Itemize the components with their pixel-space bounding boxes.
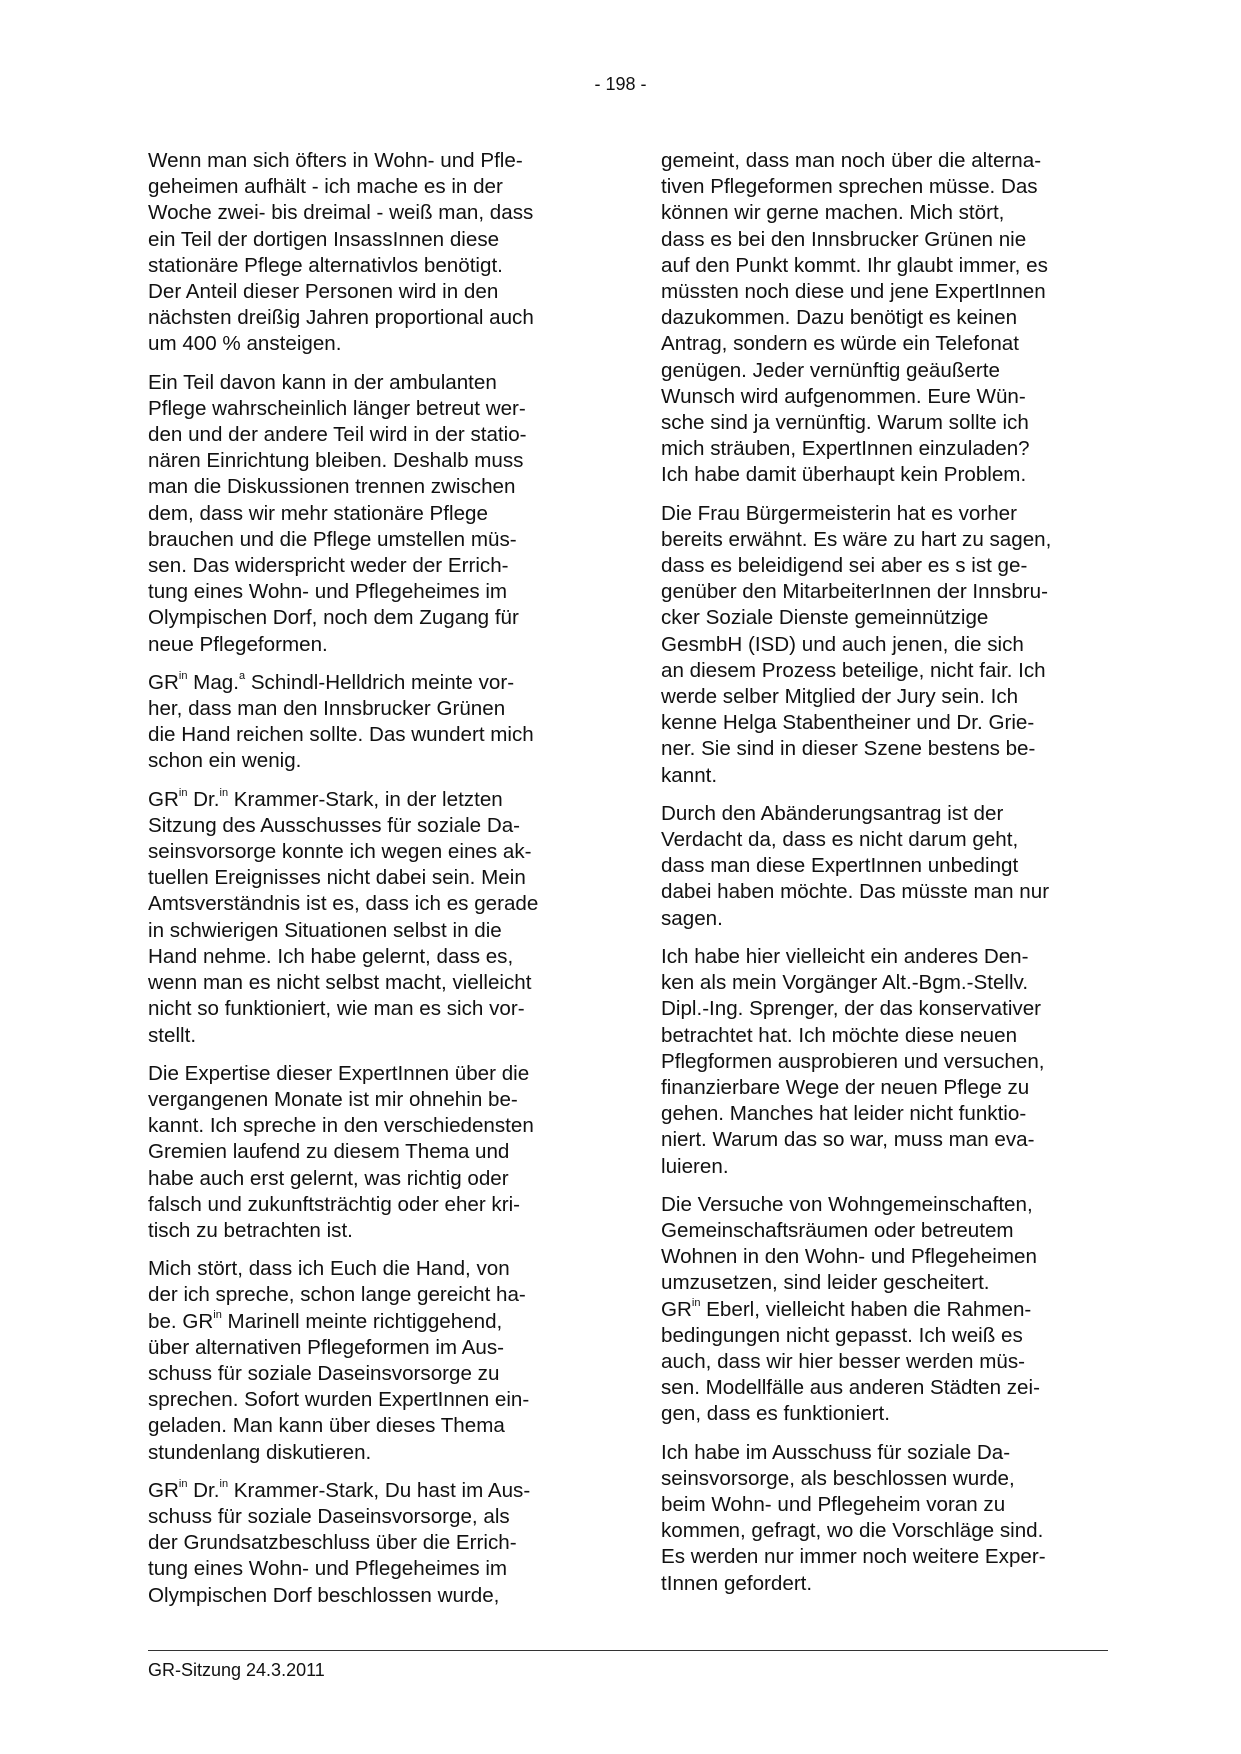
text-line: Die Expertise dieser ExpertInnen über die: [148, 1061, 530, 1085]
text-line: Amtsverständnis ist es, dass ich es gerade: [148, 892, 539, 916]
text-line: schuss für soziale Daseinsvorsorge zu: [148, 1361, 500, 1385]
paragraph: [661, 148, 1099, 489]
text-line: um 400 % ansteigen.: [148, 332, 342, 356]
text-line: Ich habe hier vielleicht ein anderes Den-: [661, 944, 1029, 968]
text-line: GesmbH (ISD) und auch jenen, die sich: [661, 632, 1024, 656]
text-line: kenne Helga Stabentheiner und Dr. Grie-: [661, 711, 1035, 735]
text-line: mich sträuben, ExpertInnen einzuladen?: [661, 437, 1030, 461]
text-line: Ein Teil davon kann in der ambulanten: [148, 370, 497, 394]
text-line: stationäre Pflege alternativlos benötigt.: [148, 253, 503, 277]
text-line: Die Versuche von Wohngemeinschaften,: [661, 1192, 1033, 1216]
text-line: beim Wohn- und Pflegeheim voran zu: [661, 1492, 1006, 1516]
text-line: be. $GR^{in}$ Marinell meinte richtiggehend,: [148, 1308, 503, 1333]
text-line: umzusetzen, sind leider gescheitert.: [661, 1271, 990, 1295]
text-line: bedingungen nicht gepasst. Ich weiß es: [661, 1323, 1023, 1347]
text-line: Dipl.-Ing. Sprenger, der das konservativer: [661, 997, 1042, 1021]
text-line: kannt. Ich spreche in den verschiedensten: [148, 1114, 534, 1138]
text-line: Wunsch wird aufgenommen. Eure Wün-: [661, 384, 1026, 408]
right-column: [661, 148, 1099, 1609]
text-line: $GR^{in}$ Mag.$^a$ Schindl-Helldrich meinte vor-: [148, 670, 515, 694]
paragraph: [148, 1061, 586, 1244]
text-line: schuss für soziale Daseinsvorsorge, als: [148, 1504, 510, 1528]
text-line: nächsten dreißig Jahren proportional auch: [148, 306, 534, 330]
text-line: müssten noch diese und jene ExpertInnen: [661, 280, 1046, 304]
text-line: werde selber Mitglied der Jury sein. Ich: [661, 685, 1019, 709]
text-line: dass man diese ExpertInnen unbedingt: [661, 854, 1019, 878]
text-line: sen. Modellfälle aus anderen Städten zei-: [661, 1376, 1040, 1400]
text-line: $GR^{in}$ Dr.$^{in}$ Krammer-Stark, Du hast im Aus-: [148, 1477, 531, 1502]
text-line: seinsvorsorge konnte ich wegen eines ak-: [148, 840, 532, 864]
text-line: gen, dass es funktioniert.: [661, 1402, 890, 1426]
text-line: Die Frau Bürgermeisterin hat es vorher: [661, 501, 1017, 525]
text-line: geladen. Man kann über dieses Thema: [148, 1414, 505, 1438]
text-line: seinsvorsorge, als beschlossen wurde,: [661, 1466, 1015, 1490]
text-line: betrachtet hat. Ich möchte diese neuen: [661, 1023, 1018, 1047]
text-line: ken als mein Vorgänger Alt.-Bgm.-Stellv.: [661, 971, 1029, 995]
text-line: $GR^{in}$ Dr.$^{in}$ Krammer-Stark, in der letzten: [148, 786, 503, 811]
text-line: Gemeinschaftsräumen oder betreutem: [661, 1218, 1014, 1242]
text-line: sen. Das widerspricht weder der Errich-: [148, 554, 509, 578]
text-line: dass es bei den Innsbrucker Grünen nie: [661, 227, 1027, 251]
text-line: Ich habe damit überhaupt kein Problem.: [661, 463, 1027, 487]
text-line: Pflegformen ausprobieren und versuchen,: [661, 1049, 1045, 1073]
page-number: - 198 -: [594, 74, 647, 94]
text-line: dabei haben möchte. Das müsste man nur: [661, 880, 1050, 904]
text-line: Verdacht da, dass es nicht darum geht,: [661, 828, 1019, 852]
paragraph: [148, 370, 586, 658]
text-line: geheimen aufhält - ich mache es in der: [148, 175, 503, 199]
text-line: dazukommen. Dazu benötigt es keinen: [661, 306, 1018, 330]
text-line: gemeint, dass man noch über die alterna-: [661, 149, 1042, 172]
text-line: ein Teil der dortigen InsassInnen diese: [148, 227, 500, 251]
text-line: ner. Sie sind in dieser Szene bestens be-: [661, 737, 1036, 761]
text-line: habe auch erst gelernt, was richtig oder: [148, 1166, 509, 1190]
text-line: der Grundsatzbeschluss über die Errich-: [148, 1531, 517, 1555]
paragraph: [661, 801, 1099, 932]
text-line: $GR^{in}$ Eberl, vielleicht haben die Rahmen-: [661, 1296, 1032, 1321]
text-line: Woche zwei- bis dreimal - weiß man, dass: [148, 201, 534, 225]
paragraph: [148, 148, 586, 358]
text-line: bereits erwähnt. Es wäre zu hart zu sagen,: [661, 527, 1052, 551]
paragraph: [148, 787, 586, 1049]
text-line: brauchen und die Pflege umstellen müs-: [148, 527, 517, 551]
text-line: Es werden nur immer noch weitere Exper-: [661, 1545, 1046, 1569]
text-line: niert. Warum das so war, muss man eva-: [661, 1128, 1035, 1152]
text-line: tung eines Wohn- und Pflegeheimes im: [148, 580, 508, 604]
text-line: Mich stört, dass ich Euch die Hand, von: [148, 1257, 510, 1281]
text-line: vergangenen Monate ist mir ohnehin be-: [148, 1087, 518, 1111]
text-line: cker Soziale Dienste gemeinnützige: [661, 606, 989, 630]
text-line: Olympischen Dorf beschlossen wurde,: [148, 1583, 500, 1607]
text-line: finanzierbare Wege der neuen Pflege zu: [661, 1075, 1030, 1099]
text-line: her, dass man den Innsbrucker Grünen: [148, 697, 506, 721]
text-line: auf den Punkt kommt. Ihr glaubt immer, es: [661, 253, 1048, 277]
text-line: der ich spreche, schon lange gereicht ha-: [148, 1283, 526, 1307]
text-line: den und der andere Teil wird in der statio-: [148, 423, 527, 447]
text-line: stellt.: [148, 1023, 197, 1047]
paragraph: [148, 1256, 586, 1466]
text-line: sprechen. Sofort wurden ExpertInnen ein-: [148, 1388, 530, 1412]
text-line: tung eines Wohn- und Pflegeheimes im: [148, 1557, 508, 1581]
footer-divider: [148, 1650, 1108, 1651]
text-line: stundenlang diskutieren.: [148, 1440, 372, 1464]
text-line: kannt.: [661, 763, 718, 787]
text-line: Wohnen in den Wohn- und Pflegeheimen: [661, 1245, 1037, 1269]
paragraph: [148, 1478, 586, 1609]
paragraph: [661, 1440, 1099, 1597]
text-line: sagen.: [661, 906, 723, 930]
text-line: Hand nehme. Ich habe gelernt, dass es,: [148, 944, 514, 968]
text-line: falsch und zukunftsträchtig oder eher kri-: [148, 1192, 521, 1216]
text-line: wenn man es nicht selbst macht, vielleicht: [148, 971, 532, 995]
text-line: tisch zu betrachten ist.: [148, 1218, 353, 1242]
footer-text: GR-Sitzung 24.3.2011: [148, 1660, 325, 1680]
text-line: über alternativen Pflegeformen im Aus-: [148, 1335, 504, 1359]
text-line: in schwierigen Situationen selbst in die: [148, 918, 502, 942]
text-line: schon ein wenig.: [148, 749, 302, 773]
text-line: genüber den MitarbeiterInnen der Innsbru-: [661, 580, 1048, 604]
text-line: genügen. Jeder vernünftig geäußerte: [661, 358, 1000, 382]
text-line: tInnen gefordert.: [661, 1571, 813, 1595]
paragraph: [661, 1192, 1099, 1428]
text-line: neue Pflegeformen.: [148, 632, 328, 656]
text-line: dem, dass wir mehr stationäre Pflege: [148, 501, 488, 525]
text-line: tuellen Ereignisses nicht dabei sein. Mein: [148, 866, 526, 890]
text-line: nicht so funktioniert, wie man es sich vor-: [148, 997, 525, 1021]
text-line: luieren.: [661, 1154, 729, 1178]
text-line: Wenn man sich öfters in Wohn- und Pfle-: [148, 149, 523, 172]
text-line: die Hand reichen sollte. Das wundert mich: [148, 723, 534, 747]
text-line: man die Diskussionen trennen zwischen: [148, 475, 516, 499]
left-column: [148, 148, 586, 1621]
text-line: Olympischen Dorf, noch dem Zugang für: [148, 606, 519, 630]
text-line: Durch den Abänderungsantrag ist der: [661, 801, 1004, 825]
text-line: dass es beleidigend sei aber es s ist ge-: [661, 554, 1028, 578]
text-line: Pflege wahrscheinlich länger betreut wer-: [148, 396, 526, 420]
text-line: auch, dass wir hier besser werden müs-: [661, 1349, 1025, 1373]
text-line: Ich habe im Ausschuss für soziale Da-: [661, 1440, 1011, 1464]
text-line: an diesem Prozess beteilige, nicht fair. Ich: [661, 658, 1046, 682]
text-line: Gremien laufend zu diesem Thema und: [148, 1140, 510, 1164]
text-line: Sitzung des Ausschusses für soziale Da-: [148, 813, 521, 837]
text-line: nären Einrichtung bleiben. Deshalb muss: [148, 449, 524, 473]
paragraph: [148, 670, 586, 775]
text-line: kommen, gefragt, wo die Vorschläge sind.: [661, 1519, 1044, 1543]
paragraph: [661, 501, 1099, 789]
text-line: sche sind ja vernünftig. Warum sollte ich: [661, 411, 1029, 435]
paragraph: [661, 944, 1099, 1180]
text-line: Antrag, sondern es würde ein Telefonat: [661, 332, 1019, 356]
text-line: tiven Pflegeformen sprechen müsse. Das: [661, 175, 1038, 199]
text-line: können wir gerne machen. Mich stört,: [661, 201, 1005, 225]
text-line: gehen. Manches hat leider nicht funktio-: [661, 1102, 1027, 1126]
text-line: Der Anteil dieser Personen wird in den: [148, 280, 499, 304]
